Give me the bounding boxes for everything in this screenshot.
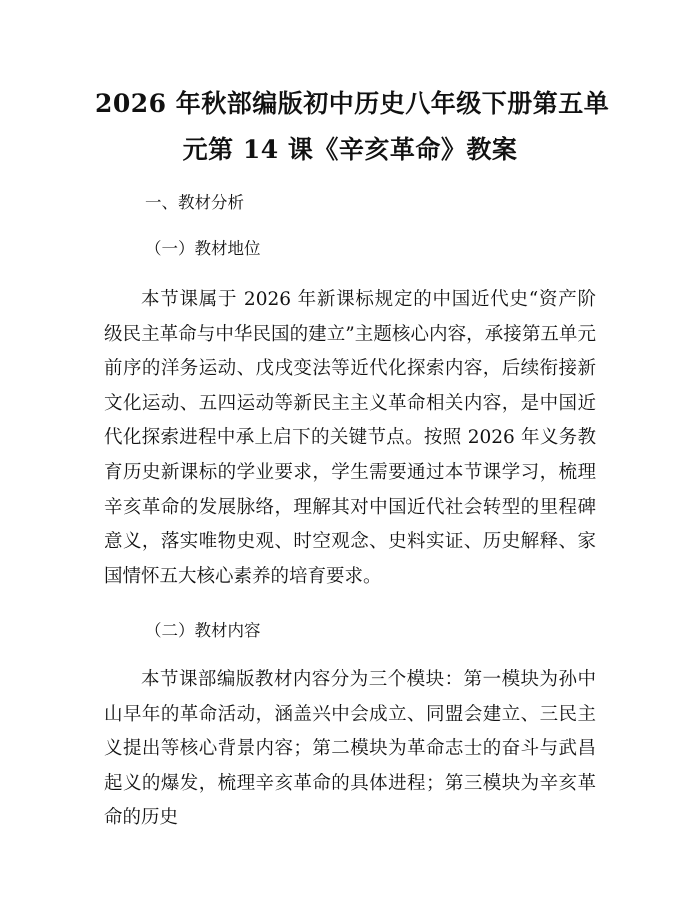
section-heading: 一、教材分析 [145,193,244,212]
paragraph-content: 本节课部编版教材内容分为三个模块：第一模块为孙中山早年的革命活动，涵盖兴中会成立、同盟会建立、三民主义提出等核心背景内容；第二模块为革命志士的奋斗与武昌起义的爆发，梳理辛亥革命的具体进程；第三模块为辛亥革命的历史 [104,669,596,829]
subsection-heading-content: （二）教材内容 [145,621,261,640]
document-title-line-2: 元第 14 课《辛亥革命》教案 [182,135,518,164]
paragraph-position: 本节课属于 2026 年新课标规定的中国近代史“资产阶级民主革命与中华民国的建立”主题核心内容，承接第五单元前序的洋务运动、戊戌变法等近代化探索内容，后续衔接新文化运动、五四运动等新民主主义革命相关内容，是中国近代化探索进程中承上启下的关键节点。按照 2026 年义务教育历史新课标的学业要求，学生需要通过本节课学习，梳理辛亥革命的发展脉络，理解其对中国近代社会转型的里程碑意义，落实唯物史观、时空观念、史料实证、历史解释、家国情怀五大核心素养的培育要求。 [104,289,596,587]
subsection-heading-position: （一）教材地位 [145,239,261,258]
document-title-line-1: 2026 年秋部编版初中历史八年级下册第五单 [95,89,610,118]
